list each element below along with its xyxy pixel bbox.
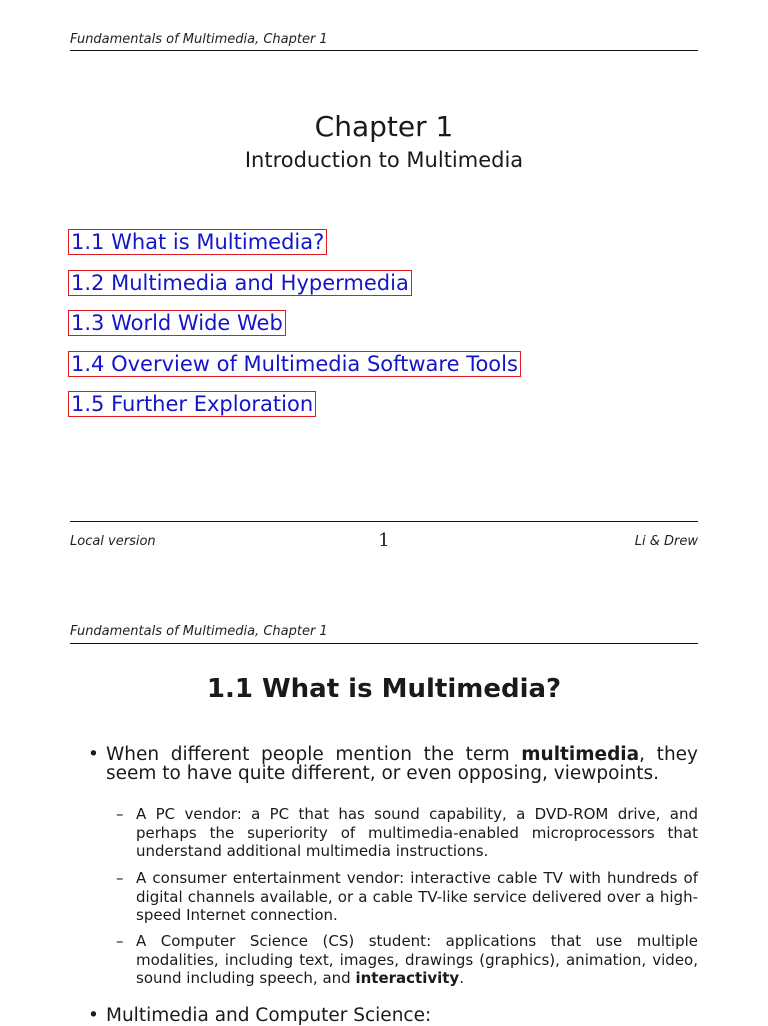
toc-link-1-1[interactable]: 1.1 What is Multimedia? (68, 229, 327, 255)
footer-version: Local version (70, 534, 156, 549)
section-title: 1.1 What is Multimedia? (206, 674, 562, 704)
chapter-title: Chapter 1 (314, 110, 454, 143)
dash-icon: – (116, 932, 124, 950)
bullet-text: Multimedia and Computer Science: (106, 1005, 432, 1026)
toc-item (68, 310, 521, 351)
toc-item (68, 391, 521, 432)
header-rule (70, 50, 698, 51)
toc-link-1-4[interactable]: 1.4 Overview of Multimedia Software Tools (68, 351, 521, 377)
footer-rule (70, 521, 698, 522)
running-head: Fundamentals of Multimedia, Chapter 1 (70, 624, 328, 639)
footer-authors: Li & Drew (634, 534, 698, 549)
running-head: Fundamentals of Multimedia, Chapter 1 (70, 32, 328, 47)
toc-item (68, 229, 521, 270)
bullet-icon: • (88, 1005, 99, 1026)
sub-item-text: A Computer Science (CS) student: applications that use multiple modalities, including text, images, drawings (graphics), animation, video, sound including speech, and interactivity. (136, 932, 698, 988)
bullet-icon: • (88, 744, 99, 765)
toc-item (68, 270, 521, 311)
table-of-contents (68, 229, 521, 432)
dash-icon: – (116, 869, 124, 887)
header-rule (70, 643, 698, 644)
toc-link-1-2[interactable]: 1.2 Multimedia and Hypermedia (68, 270, 412, 296)
dash-icon: – (116, 805, 124, 823)
sub-item-text: A PC vendor: a PC that has sound capability, a DVD-ROM drive, and perhaps the superiority of multimedia-enabled microprocessors that understand additional multimedia instructions. (136, 805, 698, 861)
toc-item (68, 351, 521, 392)
page-2 (0, 580, 768, 1024)
chapter-subtitle: Introduction to Multimedia (244, 148, 524, 172)
bullet-text: When different people mention the term multimedia, they seem to have quite different, or even opposing, viewpoints. (106, 744, 698, 784)
sub-item-text: A consumer entertainment vendor: interactive cable TV with hundreds of digital channels available, or a cable TV-like service delivered over a high-speed Internet connection. (136, 869, 698, 925)
toc-link-1-3[interactable]: 1.3 World Wide Web (68, 310, 286, 336)
page-number: 1 (378, 530, 390, 551)
toc-link-1-5[interactable]: 1.5 Further Exploration (68, 391, 316, 417)
